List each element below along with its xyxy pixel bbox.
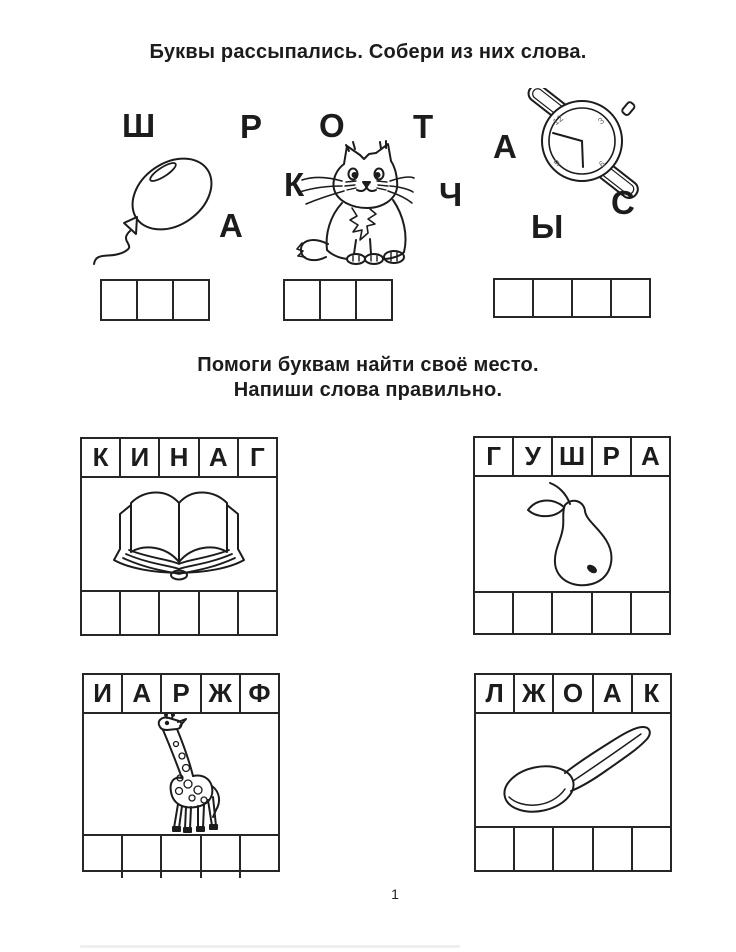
answer-cell [285, 281, 319, 319]
scattered-letter: С [611, 184, 635, 221]
scattered-letter: О [319, 107, 345, 144]
letter-cell: Р [591, 438, 630, 475]
letter-cell: А [630, 438, 669, 475]
letter-cell: Г [237, 439, 276, 476]
letter-cell: И [93, 678, 112, 708]
answer-cell [102, 281, 136, 319]
spoon-icon [493, 723, 653, 818]
answer-cell [200, 836, 239, 878]
page-title: Буквы рассыпались. Собери из них слова. [149, 41, 587, 63]
answer-cell [552, 828, 591, 870]
answer-cell [475, 593, 512, 635]
answer-cell [476, 828, 513, 870]
watch-numeral: 12 [550, 112, 566, 128]
letter-cell: Н [158, 439, 197, 476]
answer-cell [119, 592, 158, 634]
letter-cell: А [121, 675, 160, 712]
letter-cell: А [592, 675, 631, 712]
scrambled-letters-row [475, 438, 669, 477]
card-spoon [474, 673, 672, 872]
answer-cell [551, 593, 590, 635]
watch-numeral: 3 [595, 115, 607, 127]
answer-cell [355, 281, 391, 319]
letter-cell: Р [160, 675, 199, 712]
answer-cell [532, 280, 571, 316]
answer-cell [495, 280, 532, 316]
letter-cell: Ж [200, 675, 239, 712]
instruction-line-1: Помоги буквам найти своё место. [197, 354, 539, 376]
letter-cell: О [552, 675, 591, 712]
scrambled-letters-row [476, 675, 670, 714]
answer-cell [198, 592, 237, 634]
scattered-letter: Ы [531, 208, 564, 245]
letter-cell: И [119, 439, 158, 476]
answer-cell [84, 836, 121, 878]
scattered-letter: А [219, 207, 243, 244]
scattered-letter: Т [413, 108, 434, 145]
scattered-letter: К [284, 166, 305, 203]
letter-cell: К [92, 442, 109, 472]
letter-cell: К [631, 675, 670, 712]
answer-cell [512, 593, 551, 635]
answer-boxes-pear [475, 591, 669, 635]
answer-cell [158, 592, 197, 634]
scan-artifact [80, 945, 460, 948]
answer-cell [239, 836, 278, 878]
pear-icon [512, 477, 632, 591]
letter-cell: Л [485, 678, 504, 708]
answer-cell [237, 592, 276, 634]
open-book-icon [104, 481, 254, 587]
answer-cell [121, 836, 160, 878]
scattered-letter: Р [240, 108, 263, 145]
watch-numeral: 6 [596, 158, 608, 170]
answer-boxes-book [82, 590, 276, 634]
letter-cell: Г [486, 441, 501, 471]
answer-cell [136, 281, 172, 319]
balloon-icon [86, 146, 218, 270]
watch-numeral: 9 [551, 157, 563, 169]
answer-cell [82, 592, 119, 634]
answer-cell [610, 280, 649, 316]
giraffe-icon [136, 714, 226, 834]
instructions [0, 353, 736, 403]
answer-boxes-watch [493, 278, 651, 318]
answer-boxes-giraffe [84, 834, 278, 878]
answer-boxes-balloon [100, 279, 210, 321]
card-giraffe [82, 673, 280, 872]
letter-cell: Ж [513, 675, 552, 712]
scrambled-letters-row [82, 439, 276, 478]
instruction-line-2: Напиши слова правильно. [233, 379, 503, 401]
letter-cell: У [512, 438, 551, 475]
card-pear [473, 436, 671, 635]
page-number: 1 [391, 886, 399, 902]
scattered-letter: Ч [439, 176, 463, 213]
card-book [80, 437, 278, 636]
answer-cell [631, 828, 670, 870]
scattered-letter: Ш [122, 107, 156, 144]
answer-cell [630, 593, 669, 635]
letter-cell: А [198, 439, 237, 476]
letter-cell: Ш [551, 438, 590, 475]
scrambled-letters-row [84, 675, 278, 714]
answer-cell [571, 280, 610, 316]
cat-icon [296, 140, 416, 268]
letter-cell: Ф [239, 675, 278, 712]
answer-cell [591, 593, 630, 635]
answer-boxes-spoon [476, 826, 670, 870]
answer-boxes-cat [283, 279, 393, 321]
answer-cell [592, 828, 631, 870]
answer-cell [172, 281, 208, 319]
answer-cell [319, 281, 355, 319]
answer-cell [513, 828, 552, 870]
wristwatch-icon [524, 88, 646, 200]
scattered-letter: А [493, 128, 517, 165]
answer-cell [160, 836, 199, 878]
